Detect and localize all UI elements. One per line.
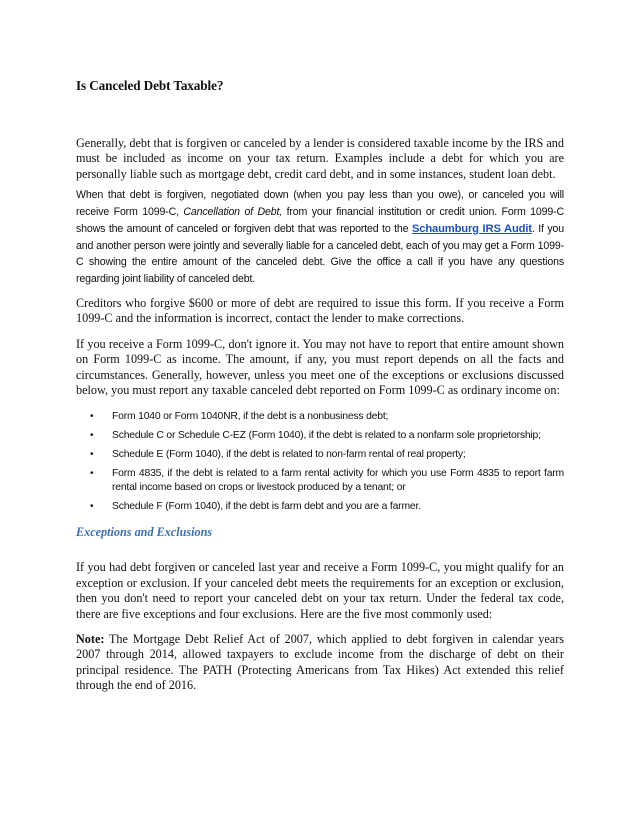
paragraph-creditors: Creditors who forgive $600 or more of debt are required to issue this form. If you receive a Form 1099-C and the information is incorrect, contact the lender to make corrections. — [76, 296, 564, 326]
schaumburg-irs-audit-link[interactable]: Schaumburg IRS Audit — [411, 222, 532, 235]
page-title: Is Canceled Debt Taxable? — [76, 78, 224, 93]
bullet-icon: • — [90, 501, 94, 513]
paragraph-form-1099c — [76, 187, 564, 288]
paragraph-dont-ignore: If you receive a Form 1099-C, don't ignore it. You may not have to report that entire amount shown on Form 1099-C as income. The amount, if any, you must report depends on all the facts and circumstances. Generally, however, unless you meet one of the exceptions or exclusions discussed below, you must report any taxable canceled debt reported on Form 1099-C as ordinary income on: — [76, 336, 564, 398]
paragraph-exceptions: If you had debt forgiven or canceled last year and receive a Form 1099-C, you might qualify for an exception or exclusion. If your canceled debt meets the requirements for an exception or exclusion, then you don't need to report your canceled debt on your tax return. Under the federal tax code, there are five exceptions and four exclusions. Here are the five most commonly used: — [76, 560, 564, 621]
bullet-icon: • — [90, 468, 94, 480]
paragraph-text: When that debt is forgiven, negotiated down (when you pay less than you owe), or canceled you will receive Form 1099-C, — [76, 189, 564, 219]
note-text: The Mortgage Debt Relief Act of 2007, which applied to debt forgiven in calendar years 2007 through 2014, allowed taxpayers to exclude income from the discharge of debt on their principal residence. The PATH (Protecting Americans from Tax Hikes) Act extended this relief through the end of 2016. — [76, 632, 564, 693]
note-label: Note: — [76, 632, 105, 647]
income-forms-list — [76, 410, 564, 514]
list-item: • Schedule F (Form 1040), if the debt is farm debt and you are a farmer. — [90, 501, 421, 513]
list-item: • Form 4835, if the debt is related to a farm rental activity for which you use Form 4835 to report farm rental income based on crops or livestock produced by a tenant; or — [90, 468, 564, 494]
list-item: • Schedule E (Form 1040), if the debt is related to non-farm rental of real property; — [90, 449, 466, 461]
bullet-icon: • — [90, 449, 94, 461]
paragraph-intro: Generally, debt that is forgiven or canceled by a lender is considered taxable income by the IRS and must be included as income on your tax return. Examples include a debt for which you are personally liable such as mortgage debt, credit card debt, and in some instances, student loan debt. — [76, 136, 564, 181]
document-body — [76, 78, 564, 694]
form-name-italic: Cancellation of Debt, — [183, 206, 283, 219]
section-heading-exceptions: Exceptions and Exclusions — [76, 525, 213, 540]
paragraph-text: . If you and another person were jointly and severally liable for a canceled debt, each of you may get a Form 1099-C showing the entire amount of the canceled debt. Give the office a call if you have any questions regarding joint liability of canceled debt. — [76, 222, 564, 286]
paragraph-note — [76, 632, 564, 694]
list-item: • Form 1040 or Form 1040NR, if the debt is a nonbusiness debt; — [90, 411, 389, 423]
paragraph-text: from your financial institution or credit union. Form 1099-C shows the amount of canceled or forgiven debt that was reported to the — [76, 206, 565, 235]
list-item: • Schedule C or Schedule C-EZ (Form 1040), if the debt is related to a nonfarm sole proprietorship; — [90, 430, 541, 442]
bullet-icon: • — [90, 430, 94, 442]
bullet-icon: • — [90, 411, 94, 423]
